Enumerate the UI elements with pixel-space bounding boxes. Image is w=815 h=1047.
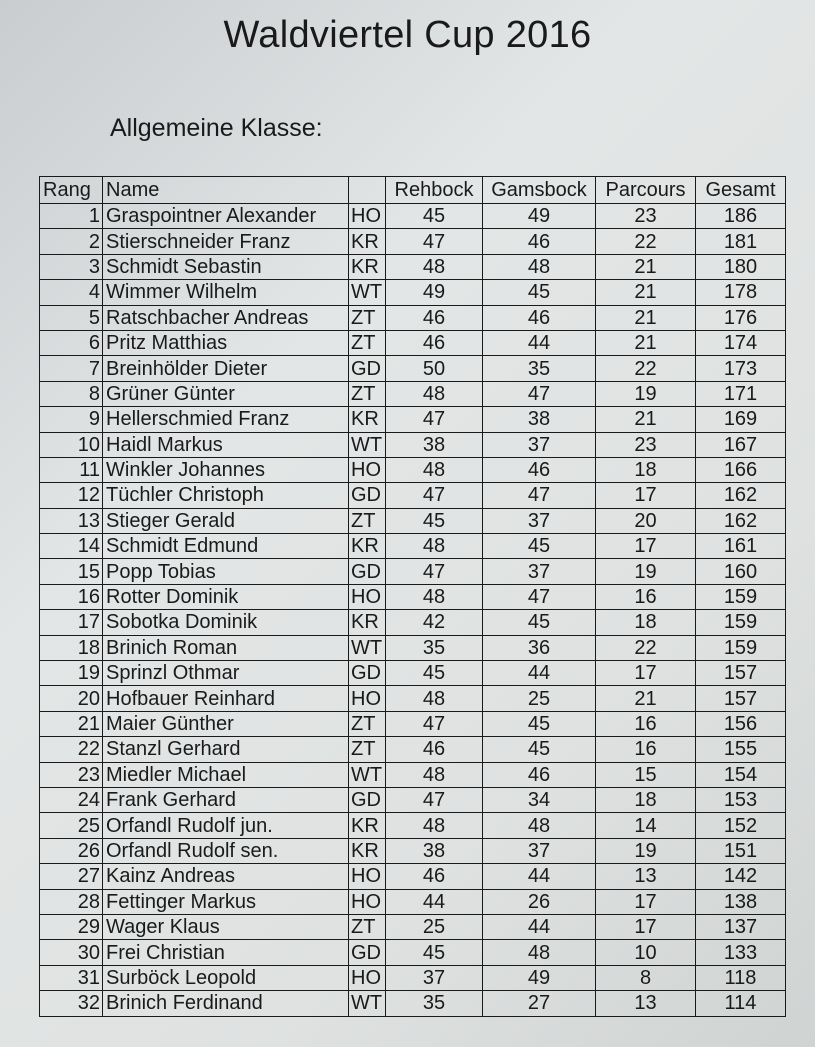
gamsbock-cell: 48 — [483, 254, 596, 279]
parcours-cell: 21 — [596, 305, 696, 330]
parcours-cell: 19 — [596, 559, 696, 584]
club-cell: GD — [349, 483, 386, 508]
rank-cell: 17 — [40, 610, 103, 635]
club-cell: KR — [349, 813, 386, 838]
gamsbock-cell: 47 — [483, 381, 596, 406]
gesamt-cell: 137 — [696, 914, 786, 939]
gamsbock-cell: 27 — [483, 991, 596, 1016]
name-cell: Breinhölder Dieter — [103, 356, 349, 381]
rank-cell: 30 — [40, 940, 103, 965]
table-row — [40, 204, 786, 229]
name-cell: Graspointner Alexander — [103, 204, 349, 229]
table-row — [40, 787, 786, 812]
rank-cell: 16 — [40, 584, 103, 609]
gamsbock-cell: 46 — [483, 457, 596, 482]
table-row — [40, 534, 786, 559]
table-row — [40, 584, 786, 609]
parcours-cell: 19 — [596, 381, 696, 406]
gamsbock-cell: 38 — [483, 407, 596, 432]
parcours-cell: 10 — [596, 940, 696, 965]
club-cell: ZT — [349, 381, 386, 406]
name-cell: Maier Günther — [103, 711, 349, 736]
rehbock-cell: 46 — [386, 330, 483, 355]
club-cell: KR — [349, 254, 386, 279]
gamsbock-cell: 37 — [483, 432, 596, 457]
gamsbock-cell: 36 — [483, 635, 596, 660]
rehbock-cell: 45 — [386, 661, 483, 686]
gesamt-cell: 167 — [696, 432, 786, 457]
rank-cell: 15 — [40, 559, 103, 584]
gamsbock-cell: 44 — [483, 661, 596, 686]
club-cell: HO — [349, 204, 386, 229]
gesamt-cell: 151 — [696, 838, 786, 863]
gesamt-cell: 180 — [696, 254, 786, 279]
table-row — [40, 635, 786, 660]
rank-cell: 32 — [40, 991, 103, 1016]
table-row — [40, 661, 786, 686]
gamsbock-cell: 34 — [483, 787, 596, 812]
name-cell: Orfandl Rudolf sen. — [103, 838, 349, 863]
club-cell: ZT — [349, 914, 386, 939]
parcours-cell: 22 — [596, 635, 696, 660]
parcours-cell: 17 — [596, 914, 696, 939]
results-table — [39, 176, 786, 1017]
rank-cell: 8 — [40, 381, 103, 406]
table-row — [40, 838, 786, 863]
table-row — [40, 407, 786, 432]
name-cell: Schmidt Sebastin — [103, 254, 349, 279]
name-cell: Hofbauer Reinhard — [103, 686, 349, 711]
name-cell: Miedler Michael — [103, 762, 349, 787]
club-cell: HO — [349, 864, 386, 889]
rank-cell: 14 — [40, 534, 103, 559]
rank-cell: 26 — [40, 838, 103, 863]
rank-cell: 6 — [40, 330, 103, 355]
gesamt-cell: 176 — [696, 305, 786, 330]
name-cell: Kainz Andreas — [103, 864, 349, 889]
header-name: Name — [103, 177, 349, 204]
parcours-cell: 22 — [596, 356, 696, 381]
club-cell: WT — [349, 432, 386, 457]
rehbock-cell: 45 — [386, 204, 483, 229]
table-row — [40, 762, 786, 787]
club-cell: HO — [349, 686, 386, 711]
table-row — [40, 991, 786, 1016]
gesamt-cell: 166 — [696, 457, 786, 482]
parcours-cell: 13 — [596, 991, 696, 1016]
gamsbock-cell: 45 — [483, 610, 596, 635]
gesamt-cell: 157 — [696, 686, 786, 711]
club-cell: GD — [349, 940, 386, 965]
table-row — [40, 686, 786, 711]
name-cell: Stieger Gerald — [103, 508, 349, 533]
club-cell: HO — [349, 584, 386, 609]
header-rehbock: Rehbock — [386, 177, 483, 204]
gesamt-cell: 152 — [696, 813, 786, 838]
rank-cell: 4 — [40, 280, 103, 305]
club-cell: ZT — [349, 508, 386, 533]
parcours-cell: 16 — [596, 737, 696, 762]
gesamt-cell: 178 — [696, 280, 786, 305]
gamsbock-cell: 45 — [483, 737, 596, 762]
rehbock-cell: 35 — [386, 991, 483, 1016]
name-cell: Rotter Dominik — [103, 584, 349, 609]
gamsbock-cell: 44 — [483, 330, 596, 355]
club-cell: KR — [349, 610, 386, 635]
gamsbock-cell: 37 — [483, 508, 596, 533]
club-cell: HO — [349, 889, 386, 914]
rehbock-cell: 48 — [386, 762, 483, 787]
parcours-cell: 23 — [596, 432, 696, 457]
gamsbock-cell: 49 — [483, 204, 596, 229]
name-cell: Pritz Matthias — [103, 330, 349, 355]
gamsbock-cell: 46 — [483, 305, 596, 330]
parcours-cell: 14 — [596, 813, 696, 838]
rehbock-cell: 47 — [386, 787, 483, 812]
rank-cell: 5 — [40, 305, 103, 330]
parcours-cell: 16 — [596, 711, 696, 736]
rehbock-cell: 48 — [386, 686, 483, 711]
name-cell: Haidl Markus — [103, 432, 349, 457]
gesamt-cell: 142 — [696, 864, 786, 889]
name-cell: Wimmer Wilhelm — [103, 280, 349, 305]
gamsbock-cell: 45 — [483, 711, 596, 736]
table-row — [40, 457, 786, 482]
name-cell: Hellerschmied Franz — [103, 407, 349, 432]
page-title: Waldviertel Cup 2016 — [223, 14, 592, 56]
gesamt-cell: 173 — [696, 356, 786, 381]
parcours-cell: 21 — [596, 330, 696, 355]
parcours-cell: 16 — [596, 584, 696, 609]
gamsbock-cell: 45 — [483, 534, 596, 559]
name-cell: Brinich Ferdinand — [103, 991, 349, 1016]
header-gamsbock: Gamsbock — [483, 177, 596, 204]
parcours-cell: 21 — [596, 280, 696, 305]
header-parcours: Parcours — [596, 177, 696, 204]
name-cell: Frank Gerhard — [103, 787, 349, 812]
rehbock-cell: 38 — [386, 432, 483, 457]
club-cell: KR — [349, 407, 386, 432]
gesamt-cell: 171 — [696, 381, 786, 406]
table-row — [40, 330, 786, 355]
rehbock-cell: 48 — [386, 457, 483, 482]
rank-cell: 23 — [40, 762, 103, 787]
rehbock-cell: 48 — [386, 534, 483, 559]
parcours-cell: 13 — [596, 864, 696, 889]
rank-cell: 12 — [40, 483, 103, 508]
name-cell: Sobotka Dominik — [103, 610, 349, 635]
parcours-cell: 21 — [596, 686, 696, 711]
gesamt-cell: 114 — [696, 991, 786, 1016]
rehbock-cell: 45 — [386, 940, 483, 965]
rehbock-cell: 48 — [386, 381, 483, 406]
club-cell: GD — [349, 787, 386, 812]
gamsbock-cell: 46 — [483, 762, 596, 787]
parcours-cell: 23 — [596, 204, 696, 229]
parcours-cell: 19 — [596, 838, 696, 863]
parcours-cell: 17 — [596, 483, 696, 508]
table-row — [40, 965, 786, 990]
parcours-cell: 18 — [596, 787, 696, 812]
name-cell: Grüner Günter — [103, 381, 349, 406]
gamsbock-cell: 45 — [483, 280, 596, 305]
gamsbock-cell: 48 — [483, 813, 596, 838]
name-cell: Frei Christian — [103, 940, 349, 965]
rank-cell: 28 — [40, 889, 103, 914]
table-header-row — [40, 177, 786, 204]
gesamt-cell: 138 — [696, 889, 786, 914]
gesamt-cell: 186 — [696, 204, 786, 229]
parcours-cell: 22 — [596, 229, 696, 254]
table-row — [40, 305, 786, 330]
rehbock-cell: 48 — [386, 813, 483, 838]
gesamt-cell: 154 — [696, 762, 786, 787]
rehbock-cell: 42 — [386, 610, 483, 635]
gesamt-cell: 133 — [696, 940, 786, 965]
table-row — [40, 711, 786, 736]
club-cell: KR — [349, 534, 386, 559]
name-cell: Tüchler Christoph — [103, 483, 349, 508]
name-cell: Brinich Roman — [103, 635, 349, 660]
gesamt-cell: 161 — [696, 534, 786, 559]
table-row — [40, 381, 786, 406]
rehbock-cell: 46 — [386, 305, 483, 330]
table-row — [40, 280, 786, 305]
name-cell: Orfandl Rudolf jun. — [103, 813, 349, 838]
name-cell: Sprinzl Othmar — [103, 661, 349, 686]
table-body — [40, 204, 786, 1017]
class-subtitle: Allgemeine Klasse: — [110, 114, 323, 142]
gesamt-cell: 157 — [696, 661, 786, 686]
rank-cell: 19 — [40, 661, 103, 686]
parcours-cell: 17 — [596, 534, 696, 559]
gamsbock-cell: 25 — [483, 686, 596, 711]
rehbock-cell: 46 — [386, 737, 483, 762]
rehbock-cell: 47 — [386, 559, 483, 584]
parcours-cell: 18 — [596, 457, 696, 482]
gesamt-cell: 159 — [696, 610, 786, 635]
table-row — [40, 864, 786, 889]
gesamt-cell: 181 — [696, 229, 786, 254]
gamsbock-cell: 49 — [483, 965, 596, 990]
club-cell: WT — [349, 762, 386, 787]
rank-cell: 9 — [40, 407, 103, 432]
name-cell: Stanzl Gerhard — [103, 737, 349, 762]
club-cell: ZT — [349, 737, 386, 762]
gamsbock-cell: 35 — [483, 356, 596, 381]
club-cell: KR — [349, 229, 386, 254]
club-cell: WT — [349, 635, 386, 660]
rank-cell: 27 — [40, 864, 103, 889]
gamsbock-cell: 46 — [483, 229, 596, 254]
club-cell: GD — [349, 356, 386, 381]
table-row — [40, 508, 786, 533]
table-row — [40, 559, 786, 584]
gamsbock-cell: 47 — [483, 584, 596, 609]
parcours-cell: 17 — [596, 889, 696, 914]
table-row — [40, 889, 786, 914]
rank-cell: 1 — [40, 204, 103, 229]
club-cell: WT — [349, 991, 386, 1016]
table-row — [40, 914, 786, 939]
gamsbock-cell: 44 — [483, 914, 596, 939]
gamsbock-cell: 37 — [483, 838, 596, 863]
rank-cell: 21 — [40, 711, 103, 736]
parcours-cell: 8 — [596, 965, 696, 990]
club-cell: ZT — [349, 711, 386, 736]
rehbock-cell: 25 — [386, 914, 483, 939]
rank-cell: 7 — [40, 356, 103, 381]
rank-cell: 29 — [40, 914, 103, 939]
parcours-cell: 20 — [596, 508, 696, 533]
table-row — [40, 940, 786, 965]
gamsbock-cell: 47 — [483, 483, 596, 508]
gamsbock-cell: 48 — [483, 940, 596, 965]
rank-cell: 13 — [40, 508, 103, 533]
rehbock-cell: 48 — [386, 254, 483, 279]
club-cell: HO — [349, 965, 386, 990]
gamsbock-cell: 37 — [483, 559, 596, 584]
rehbock-cell: 37 — [386, 965, 483, 990]
rehbock-cell: 47 — [386, 711, 483, 736]
rehbock-cell: 45 — [386, 508, 483, 533]
gesamt-cell: 162 — [696, 508, 786, 533]
rank-cell: 24 — [40, 787, 103, 812]
club-cell: GD — [349, 661, 386, 686]
club-cell: WT — [349, 280, 386, 305]
rehbock-cell: 47 — [386, 407, 483, 432]
club-cell: KR — [349, 838, 386, 863]
name-cell: Schmidt Edmund — [103, 534, 349, 559]
rank-cell: 18 — [40, 635, 103, 660]
table-row — [40, 356, 786, 381]
parcours-cell: 21 — [596, 254, 696, 279]
table-row — [40, 254, 786, 279]
gamsbock-cell: 26 — [483, 889, 596, 914]
rehbock-cell: 46 — [386, 864, 483, 889]
rank-cell: 2 — [40, 229, 103, 254]
rehbock-cell: 35 — [386, 635, 483, 660]
rehbock-cell: 47 — [386, 229, 483, 254]
header-club — [349, 177, 386, 204]
club-cell: HO — [349, 457, 386, 482]
name-cell: Winkler Johannes — [103, 457, 349, 482]
rank-cell: 11 — [40, 457, 103, 482]
gesamt-cell: 162 — [696, 483, 786, 508]
header-gesamt: Gesamt — [696, 177, 786, 204]
gesamt-cell: 156 — [696, 711, 786, 736]
name-cell: Surböck Leopold — [103, 965, 349, 990]
table-row — [40, 737, 786, 762]
rehbock-cell: 47 — [386, 483, 483, 508]
gamsbock-cell: 44 — [483, 864, 596, 889]
name-cell: Fettinger Markus — [103, 889, 349, 914]
table-row — [40, 229, 786, 254]
rank-cell: 31 — [40, 965, 103, 990]
rehbock-cell: 48 — [386, 584, 483, 609]
gesamt-cell: 160 — [696, 559, 786, 584]
parcours-cell: 18 — [596, 610, 696, 635]
parcours-cell: 17 — [596, 661, 696, 686]
rehbock-cell: 50 — [386, 356, 483, 381]
name-cell: Ratschbacher Andreas — [103, 305, 349, 330]
header-rang: Rang — [40, 177, 103, 204]
parcours-cell: 15 — [596, 762, 696, 787]
gesamt-cell: 169 — [696, 407, 786, 432]
rank-cell: 10 — [40, 432, 103, 457]
gesamt-cell: 153 — [696, 787, 786, 812]
name-cell: Wager Klaus — [103, 914, 349, 939]
rank-cell: 22 — [40, 737, 103, 762]
rehbock-cell: 44 — [386, 889, 483, 914]
gesamt-cell: 118 — [696, 965, 786, 990]
name-cell: Stierschneider Franz — [103, 229, 349, 254]
club-cell: ZT — [349, 305, 386, 330]
name-cell: Popp Tobias — [103, 559, 349, 584]
rehbock-cell: 38 — [386, 838, 483, 863]
club-cell: ZT — [349, 330, 386, 355]
rank-cell: 20 — [40, 686, 103, 711]
club-cell: GD — [349, 559, 386, 584]
gesamt-cell: 174 — [696, 330, 786, 355]
parcours-cell: 21 — [596, 407, 696, 432]
table-row — [40, 813, 786, 838]
gesamt-cell: 155 — [696, 737, 786, 762]
gesamt-cell: 159 — [696, 584, 786, 609]
gesamt-cell: 159 — [696, 635, 786, 660]
table-row — [40, 483, 786, 508]
rank-cell: 3 — [40, 254, 103, 279]
table-row — [40, 610, 786, 635]
rehbock-cell: 49 — [386, 280, 483, 305]
rank-cell: 25 — [40, 813, 103, 838]
table-row — [40, 432, 786, 457]
